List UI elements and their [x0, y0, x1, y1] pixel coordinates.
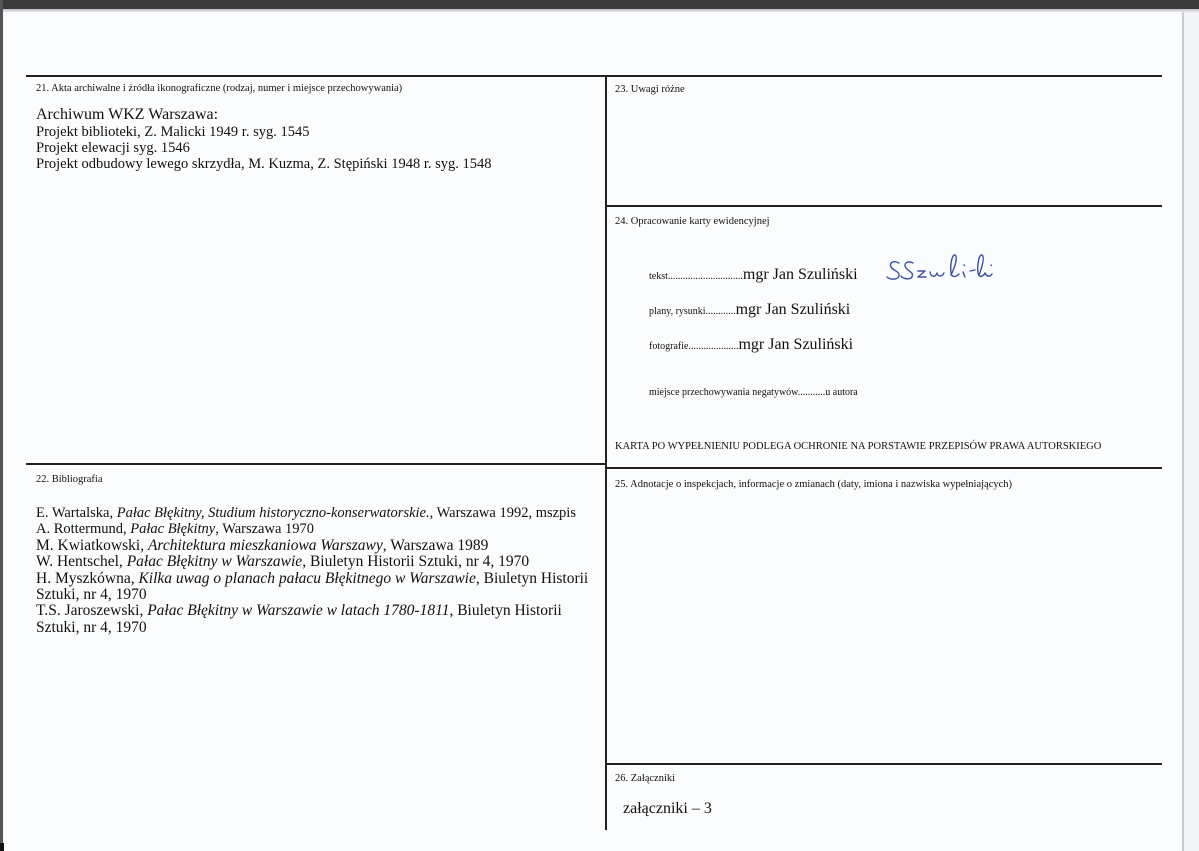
negatives-dots: ...........: [797, 387, 826, 398]
credit-value: mgr Jan Szuliński: [742, 266, 858, 283]
credit-row-photos: [649, 336, 853, 354]
rule-top-right: [606, 75, 1162, 77]
section-21-content: [36, 106, 492, 172]
bibliography-list: [36, 505, 588, 636]
handwritten-signature: [885, 247, 1030, 287]
bib-title: Pałac Błękitny w Warszawie: [126, 553, 303, 571]
credit-dots: ....................: [688, 341, 739, 352]
bib-author: E. Wartalska,: [36, 505, 117, 521]
credit-key: fotografie: [649, 341, 689, 352]
credit-key: plany, rysunki: [649, 306, 706, 317]
credit-value: mgr Jan Szuliński: [735, 301, 851, 318]
archive-line: Projekt biblioteki, Z. Malicki 1949 r. syg. 1545: [36, 124, 310, 140]
bib-author: A. Rottermund,: [36, 521, 131, 538]
credit-dots: ..............................: [667, 271, 743, 282]
bibliography-entry: [36, 554, 588, 570]
bibliography-entry: [36, 505, 588, 521]
bib-title: Pałac Błękitny: [130, 521, 216, 538]
section-26-label: 26. Załączniki: [615, 773, 676, 784]
section-23-label: 23. Uwagi różne: [615, 84, 685, 95]
archive-line: Projekt odbudowy lewego skrzydła, M. Kuzma, Z. Stępiński 1948 r. syg. 1548: [36, 156, 492, 172]
section-22-label: 22. Bibliografia: [36, 474, 103, 485]
bibliography-entry-continued: Sztuki, nr 4, 1970: [36, 618, 147, 636]
negatives-value: u autora: [825, 387, 858, 398]
archive-heading: Archiwum WKZ Warszawa:: [36, 106, 219, 123]
rule-s26-top: [606, 763, 1162, 765]
bib-author: W. Hentschel,: [36, 553, 127, 571]
rule-s24-top: [606, 205, 1162, 207]
bib-details: , Biuletyn Historii: [475, 569, 589, 587]
bibliography-entry: [36, 571, 588, 587]
copyright-notice: KARTA PO WYPEŁNIENIU PODLEGA OCHRONIE NA PORSTAWIE PRZEPISÓW PRAWA AUTORSKIEGO: [615, 441, 1102, 452]
credit-row-plans: [649, 301, 850, 319]
bibliography-entry-continued: Sztuki, nr 4, 1970: [36, 586, 147, 604]
credit-value: mgr Jan Szuliński: [738, 336, 854, 353]
bib-details: , Warszawa 1989: [382, 536, 489, 554]
bibliography-entry: [36, 521, 588, 537]
section-21-label: 21. Akta archiwalne i źródła ikonograficzne (rodzaj, numer i miejsce przechowywania): [36, 83, 403, 94]
signature-icon: [885, 247, 1030, 287]
rule-middle-right: [606, 467, 1162, 469]
bib-title: Kilka uwag o planach pałacu Błękitnego w Warszawie: [138, 569, 476, 587]
credit-key: tekst: [649, 271, 668, 282]
column-divider: [605, 75, 607, 830]
rule-top-left: [26, 75, 606, 77]
negatives-key: miejsce przechowywania negatywów: [649, 387, 798, 398]
bib-author: T.S. Jaroszewski,: [36, 602, 148, 620]
bib-details: , Biuletyn Historii: [449, 602, 562, 620]
section-24-label: 24. Opracowanie karty ewidencyjnej: [615, 216, 770, 227]
bib-author: M. Kwiatkowski,: [36, 536, 148, 554]
scan-edge-left: [0, 0, 3, 851]
archive-line: Projekt elewacji syg. 1546: [36, 140, 190, 156]
credit-dots: ............: [705, 306, 736, 317]
credit-row-text: [649, 266, 858, 284]
scan-edge-top: [0, 0, 1199, 9]
bib-details: , Warszawa 1970: [215, 521, 315, 538]
bibliography-entry: [36, 603, 588, 619]
rule-middle-left: [26, 463, 606, 465]
attachments-count: załączniki – 3: [623, 800, 712, 817]
bibliography-entry: [36, 538, 588, 554]
bib-title: Pałac Błękitny, Studium historyczno-konserwatorskie.: [116, 505, 430, 521]
bib-title: Architektura mieszkaniowa Warszawy: [147, 536, 383, 554]
bib-details: , Biuletyn Historii Sztuki, nr 4, 1970: [302, 553, 530, 571]
section-25-label: 25. Adnotacje o inspekcjach, informacje o zmianach (daty, imiona i nazwiska wypełniających): [615, 479, 1013, 490]
bib-author: H. Myszkówna,: [36, 569, 139, 587]
bib-title: Pałac Błękitny w Warszawie w latach 1780-1811: [147, 602, 450, 620]
bib-details: , Warszawa 1992, mszpis: [429, 505, 576, 521]
negatives-storage-row: [649, 382, 858, 400]
